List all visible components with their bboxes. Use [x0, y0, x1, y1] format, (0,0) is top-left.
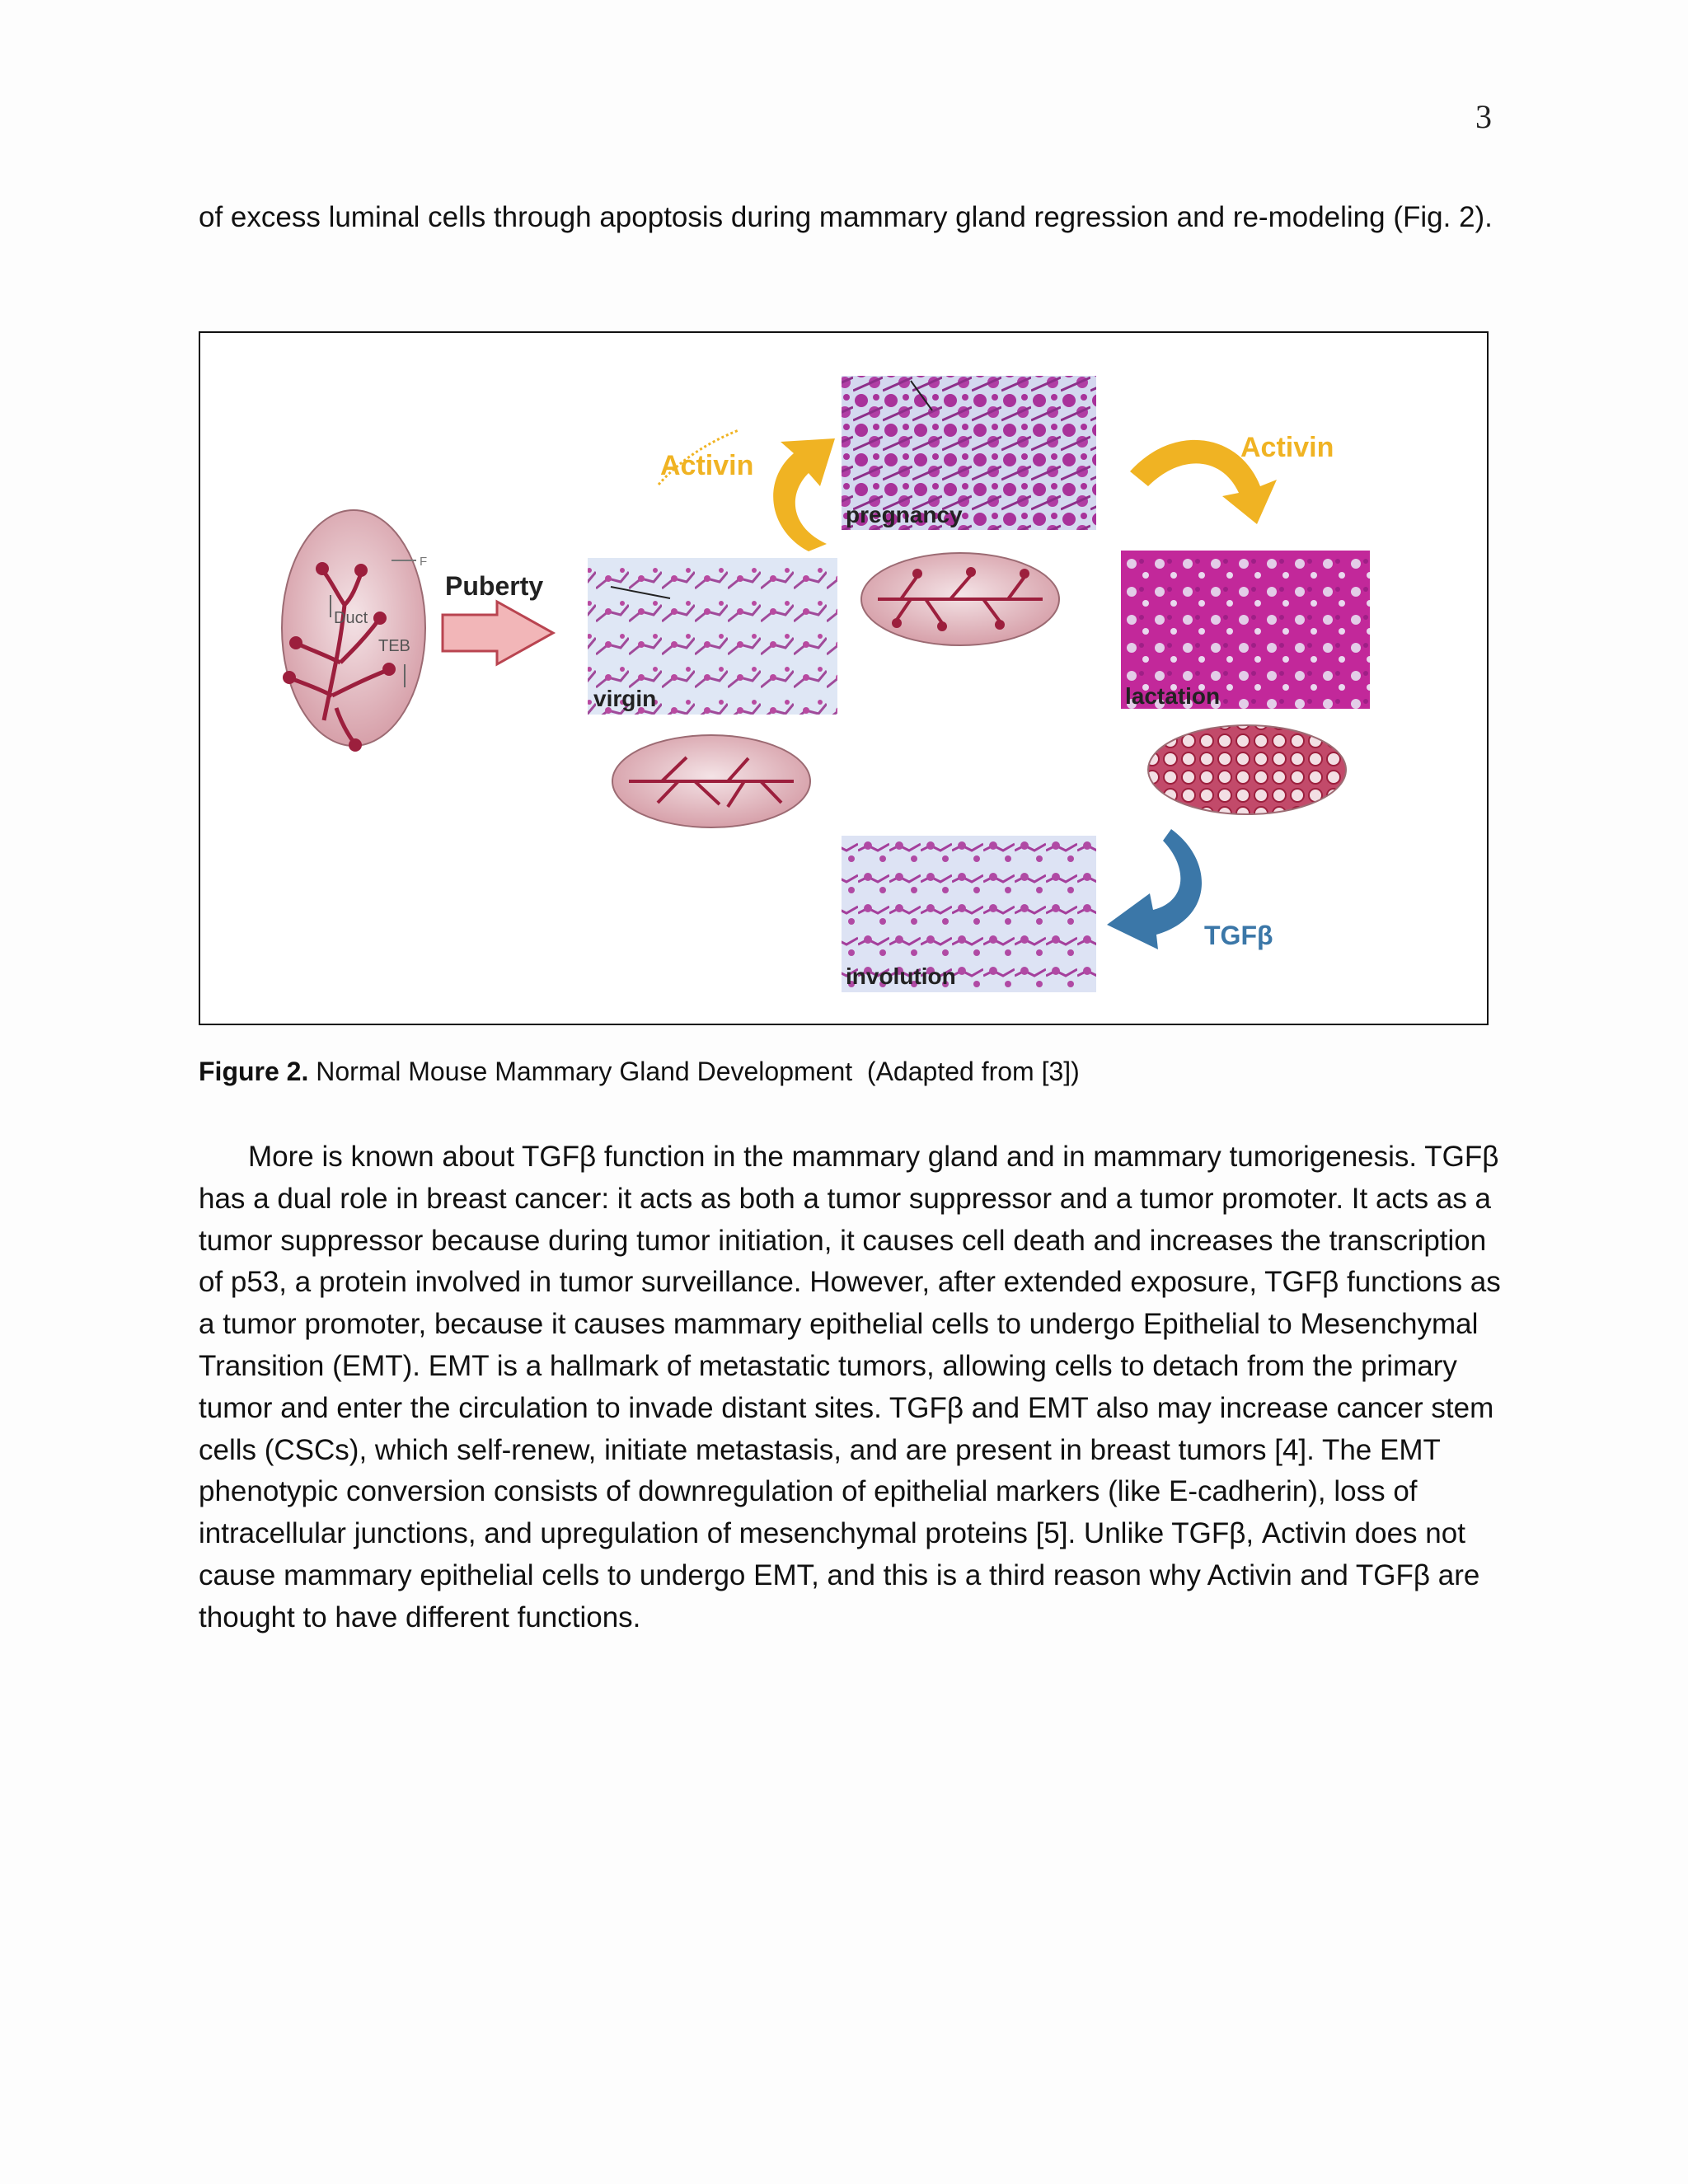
figure-2: [199, 331, 1489, 1025]
intro-paragraph: of excess luminal cells through apoptosis during mammary gland regression and re-modeling (Fig. 2).: [199, 201, 1493, 233]
f-label: F: [420, 555, 428, 569]
lactation-stage: [1121, 551, 1370, 814]
activin-left: [659, 430, 835, 551]
involution-stage: [842, 836, 1096, 992]
body-paragraph: More is known about TGFβ function in the mammary gland and in mammary tumorigenesis. TGFβ has a dual role in breast cancer: it acts as both a tumor suppressor and a tumor promoter. It acts as a tumor suppressor because during tumor initiation, it causes cell death and increases the transcription of p53, a protein involved in tumor surveillance. However, after extended exposure, TGFβ functions as a tumor promoter, because it causes mammary epithelial cells to undergo Epithelial to Mesenchymal Transition (EMT). EMT is a hallmark of metastatic tumors, allowing cells to detach from the primary tumor and enter the circulation to invade distant sites. TGFβ and EMT also may increase cancer stem cells (CSCs), which self-renew, initiate metastasis, and are present in breast tumors [4]. The EMT phenotypic conversion consists of downregulation of epithelial markers (like E-cadherin), loss of intracellular junctions, and upregulation of mesenchymal proteins [5]. Unlike TGFβ, Activin does not cause mammary epithelial cells to undergo EMT, and this is a third reason why Activin and TGFβ are thought to have different functions.: [199, 1141, 1501, 1633]
puberty-arrow: [443, 571, 553, 664]
activin-right-label: Activin: [1240, 432, 1334, 463]
page-number: 3: [1475, 98, 1492, 135]
activin-right: [1130, 432, 1334, 524]
virgin-label: virgin: [593, 686, 657, 711]
figure-caption-text: Normal Mouse Mammary Gland Development (Adapted from [3]): [308, 1057, 1080, 1086]
puberty-label: Puberty: [445, 571, 544, 601]
figure-caption: [199, 1057, 1080, 1087]
lactation-label: lactation: [1125, 683, 1221, 709]
figure-diagram: [200, 333, 1487, 1024]
figure-caption-label: Figure 2.: [199, 1057, 309, 1086]
tgfb-arrow: [1107, 829, 1273, 950]
teb-label: TEB: [378, 637, 410, 655]
virgin-stage: [588, 558, 837, 827]
tgfb-label: TGFβ: [1204, 921, 1273, 950]
activin-left-label: Activin: [660, 450, 754, 481]
initial-gland-illustration: [282, 510, 427, 752]
pregnancy-label: pregnancy: [846, 502, 963, 527]
involution-label: involution: [846, 963, 956, 989]
pregnancy-stage: [842, 376, 1096, 645]
duct-label: Duct: [334, 609, 368, 627]
